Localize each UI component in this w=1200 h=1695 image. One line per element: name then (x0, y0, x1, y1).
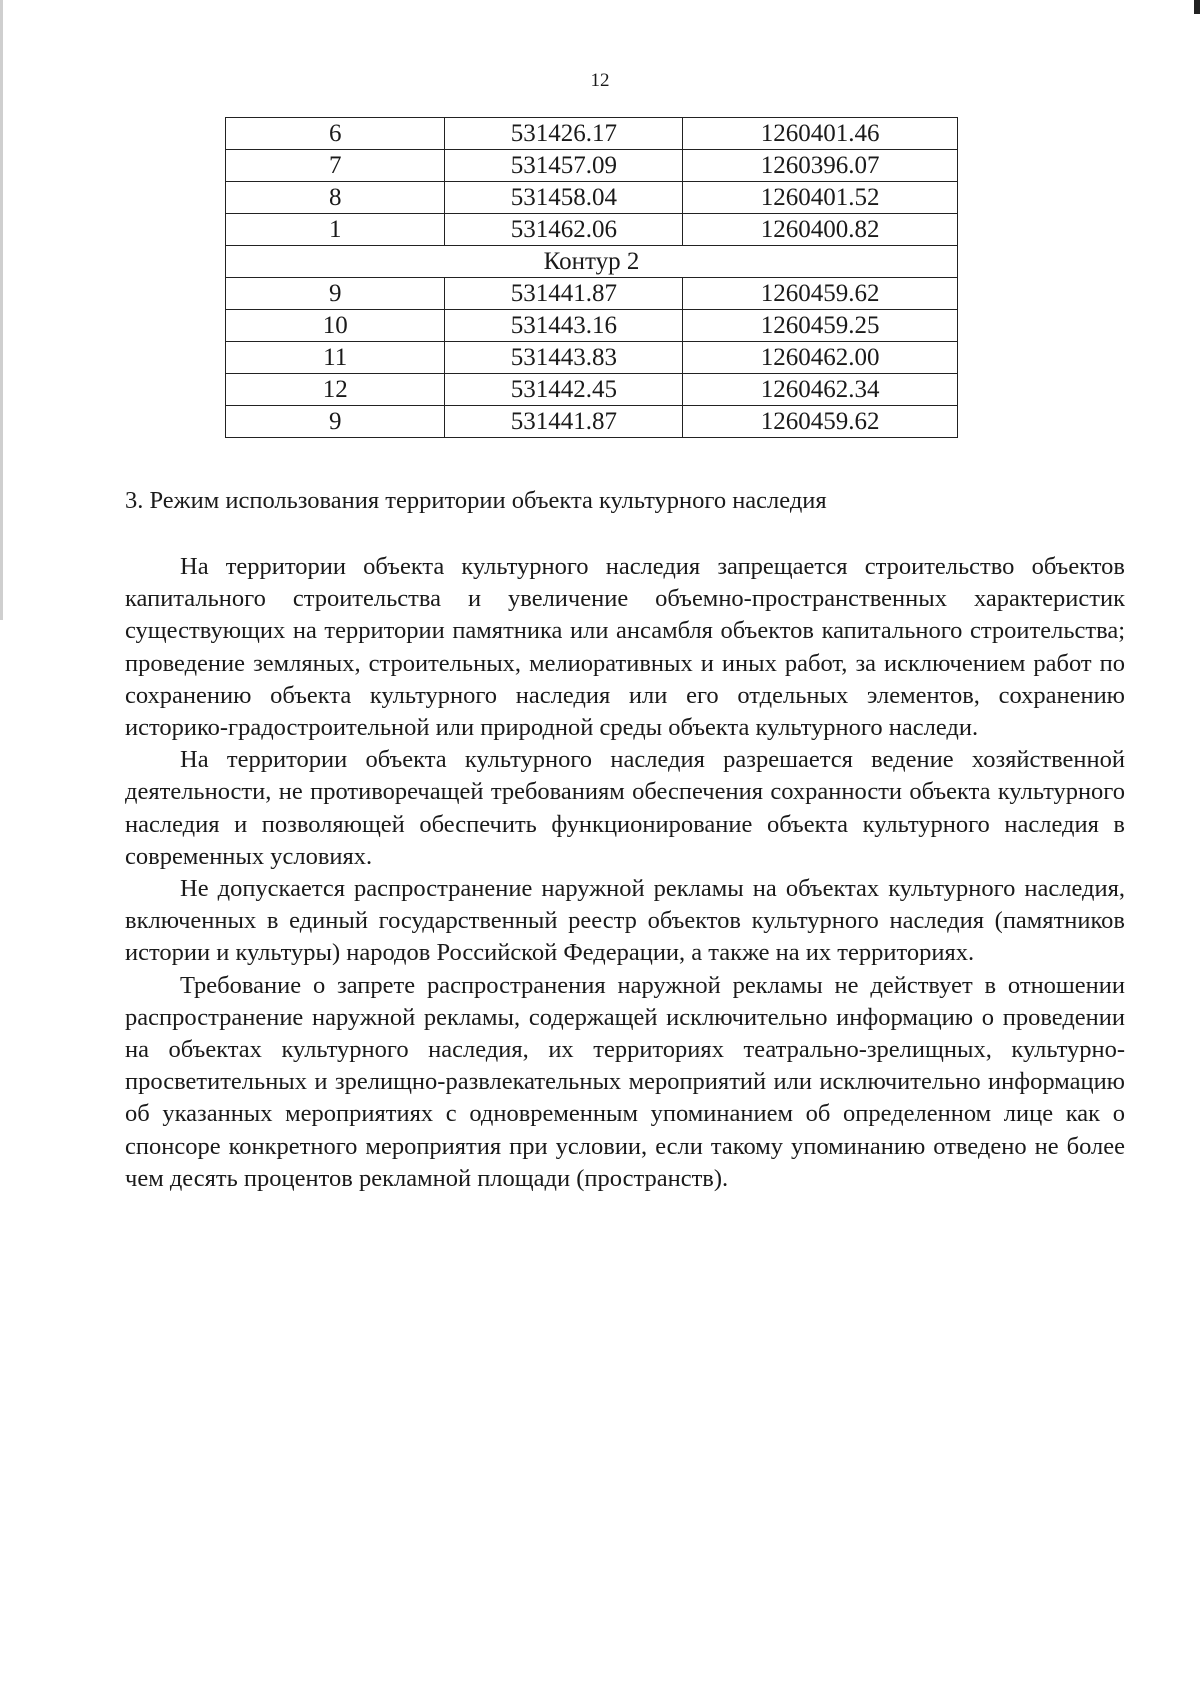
point-number: 9 (226, 406, 445, 438)
contour-label: Контур 2 (226, 246, 958, 278)
point-number: 9 (226, 278, 445, 310)
point-number: 8 (226, 182, 445, 214)
point-number: 7 (226, 150, 445, 182)
y-coordinate: 1260459.25 (683, 310, 958, 342)
point-number: 1 (226, 214, 445, 246)
body-text (125, 551, 1125, 1195)
table-row (226, 118, 958, 150)
x-coordinate: 531458.04 (445, 182, 683, 214)
y-coordinate: 1260401.52 (683, 182, 958, 214)
y-coordinate: 1260459.62 (683, 406, 958, 438)
x-coordinate: 531441.87 (445, 406, 683, 438)
paragraph: Не допускается распространение наружной рекламы на объектах культурного наследия, включенных в единый государственный реестр объектов культурного наследия (памятников истории и культуры) народов Российской Федерации, а также на их территориях. (125, 875, 1125, 967)
point-number: 11 (226, 342, 445, 374)
scan-edge (0, 0, 3, 620)
table-row (226, 214, 958, 246)
table-row (226, 278, 958, 310)
page-number: 12 (590, 70, 610, 91)
paragraph: Требование о запрете распространения наружной рекламы не действует в отношении распространение наружной рекламы, содержащей исключительно информацию о проведении на объектах культурного наследия, их территориях театрально-зрелищных, культурно-просветительных и зрелищно-развлекательных мероприятий или исключительно информацию об указанных мероприятиях с одновременным упоминанием об определенном лице как о спонсоре конкретного мероприятия при условии, если такому упоминанию отведено не более чем десять процентов рекламной площади (пространств). (125, 971, 1125, 1192)
y-coordinate: 1260400.82 (683, 214, 958, 246)
y-coordinate: 1260459.62 (683, 278, 958, 310)
point-number: 12 (226, 374, 445, 406)
x-coordinate: 531441.87 (445, 278, 683, 310)
table-row (226, 374, 958, 406)
x-coordinate: 531442.45 (445, 374, 683, 406)
y-coordinate: 1260462.00 (683, 342, 958, 374)
paragraph: На территории объекта культурного наследия запрещается строительство объектов капитального строительства и увеличение объемно-пространственных характеристик существующих на территории памятника или ансамбля объектов капитального строительства; проведение земляных, строительных, мелиоративных и иных работ, за исключением работ по сохранению объекта культурного наследия или его отдельных элементов, сохранению историко-градостроительной или природной среды объекта культурного наследи. (125, 553, 1125, 742)
table-row (226, 182, 958, 214)
x-coordinate: 531462.06 (445, 214, 683, 246)
paragraph: На территории объекта культурного наследия разрешается ведение хозяйственной деятельности, не противоречащей требованиям обеспечения сохранности объекта культурного наследия и позволяющей обеспечить функционирование объекта культурного наследия в современных условиях. (125, 746, 1125, 870)
y-coordinate: 1260396.07 (683, 150, 958, 182)
x-coordinate: 531443.16 (445, 310, 683, 342)
table-section-row (226, 246, 958, 278)
y-coordinate: 1260401.46 (683, 118, 958, 150)
scan-mark (1194, 0, 1200, 14)
x-coordinate: 531443.83 (445, 342, 683, 374)
table-row (226, 342, 958, 374)
x-coordinate: 531457.09 (445, 150, 683, 182)
y-coordinate: 1260462.34 (683, 374, 958, 406)
table-row (226, 150, 958, 182)
point-number: 10 (226, 310, 445, 342)
table-row (226, 310, 958, 342)
table-row (226, 406, 958, 438)
x-coordinate: 531426.17 (445, 118, 683, 150)
section-heading: 3. Режим использования территории объекта культурного наследия (125, 487, 827, 514)
point-number: 6 (226, 118, 445, 150)
coordinates-table (225, 117, 958, 438)
